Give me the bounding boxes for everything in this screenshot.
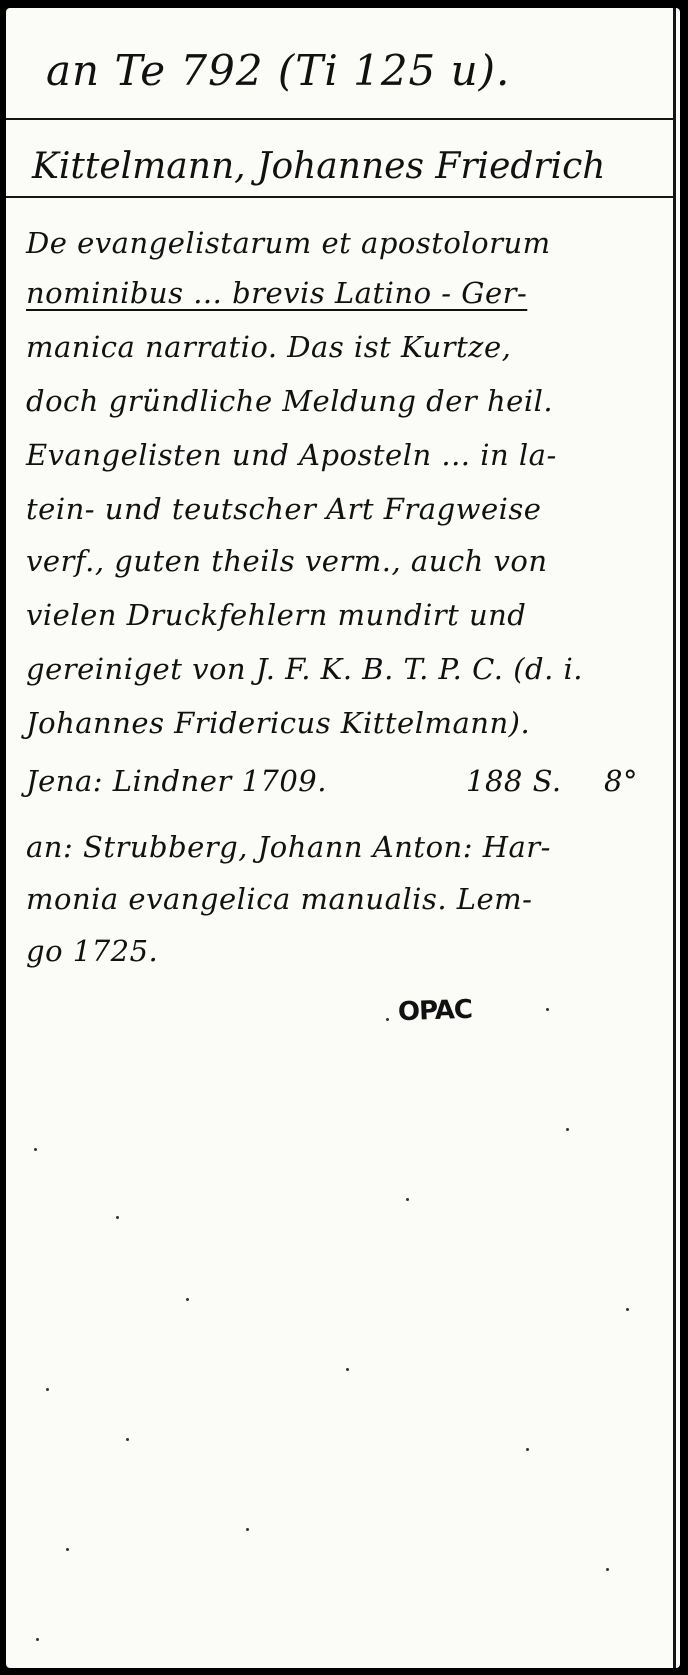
speck: [526, 1448, 529, 1451]
speck: [34, 1148, 37, 1151]
title-line: doch gründliche Meldung der heil.: [26, 384, 554, 418]
speck: [386, 1018, 389, 1021]
speck: [246, 1528, 249, 1531]
catalog-card: [6, 8, 680, 1668]
title-line: Evangelisten und Aposteln ... in la-: [26, 438, 557, 472]
speck: [116, 1216, 119, 1219]
title-line: gereiniget von J. F. K. B. T. P. C. (d. i.: [26, 652, 584, 686]
title-line: nominibus ... brevis Latino - Ger-: [26, 276, 528, 310]
imprint-pages: 188 S.: [466, 764, 562, 798]
title-line: verf., guten theils verm., auch von: [26, 544, 548, 578]
speck: [626, 1308, 629, 1311]
title-line: tein- und teutscher Art Fragweise: [26, 492, 542, 526]
speck: [346, 1368, 349, 1371]
imprint-format: 8°: [604, 764, 638, 798]
speck: [66, 1548, 69, 1551]
title-line: De evangelistarum et apostolorum: [26, 226, 551, 260]
speck: [566, 1128, 569, 1131]
shelfmark: an Te 792 (Ti 125 u).: [46, 46, 511, 95]
divider-top: [6, 118, 676, 120]
right-border: [673, 8, 676, 1668]
divider-heading: [6, 196, 676, 198]
speck: [46, 1388, 49, 1391]
speck: [406, 1198, 409, 1201]
speck: [606, 1568, 609, 1571]
title-line: manica narratio. Das ist Kurtze,: [26, 330, 512, 364]
imprint-place-publisher-year: Jena: Lindner 1709.: [26, 764, 327, 798]
speck: [546, 1008, 549, 1011]
speck: [36, 1638, 39, 1641]
author-heading: Kittelmann, Johannes Friedrich: [32, 146, 606, 187]
bound-with-line: monia evangelica manualis. Lem-: [26, 882, 533, 916]
title-line: Johannes Fridericus Kittelmann).: [26, 706, 531, 740]
bound-with-line: an: Strubberg, Johann Anton: Har-: [26, 830, 551, 864]
speck: [186, 1298, 189, 1301]
speck: [126, 1438, 129, 1441]
bound-with-line: go 1725.: [26, 934, 159, 968]
title-line: vielen Druckfehlern mundirt und: [26, 598, 527, 632]
opac-stamp: OPAC: [397, 994, 473, 1028]
